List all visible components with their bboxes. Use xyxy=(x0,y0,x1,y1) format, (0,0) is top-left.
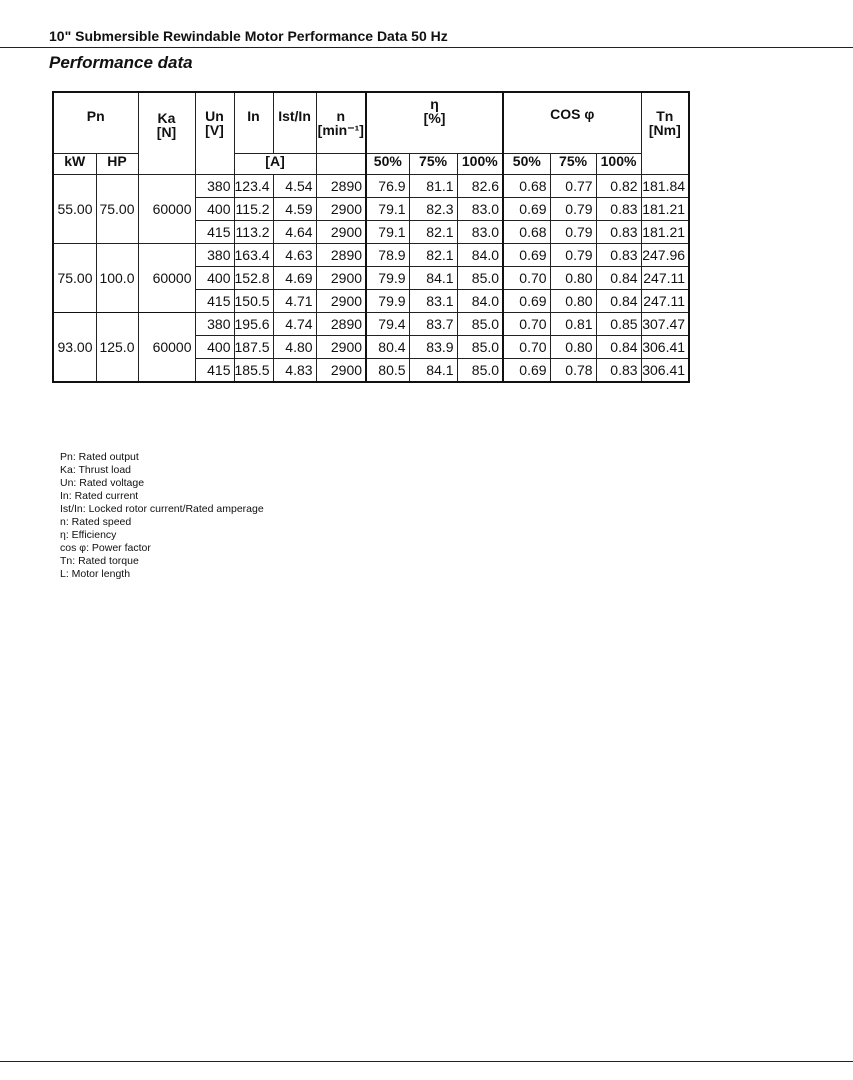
bottom-divider xyxy=(0,1061,853,1062)
cos100-cell: 0.84 xyxy=(596,267,641,290)
header-kw: kW xyxy=(53,154,96,175)
section-title: Performance data xyxy=(49,53,193,72)
legend-item: Un: Rated voltage xyxy=(60,477,145,489)
ist-cell: 4.59 xyxy=(273,198,316,221)
hp-cell: 100.0 xyxy=(96,244,138,313)
tn-cell: 306.41 xyxy=(641,359,689,383)
legend xyxy=(60,451,264,581)
un-cell: 415 xyxy=(195,221,234,244)
header-pn: Pn xyxy=(53,92,138,154)
in-cell: 150.5 xyxy=(234,290,273,313)
cos75-cell: 0.79 xyxy=(550,221,596,244)
header-n-unit: [min⁻¹] xyxy=(317,122,364,138)
eta50-cell: 76.9 xyxy=(366,175,409,198)
cos50-cell: 0.69 xyxy=(503,359,550,383)
header-hp: HP xyxy=(96,154,138,175)
tn-cell: 247.11 xyxy=(641,267,689,290)
header-ka-unit: [N] xyxy=(156,124,177,140)
eta100-cell: 84.0 xyxy=(457,290,503,313)
legend-item: cos φ: Power factor xyxy=(60,542,151,554)
header-n-label: n xyxy=(336,108,346,124)
tn-cell: 307.47 xyxy=(641,313,689,336)
legend-item: Tn: Rated torque xyxy=(60,555,139,567)
cos100-cell: 0.84 xyxy=(596,336,641,359)
eta75-cell: 82.1 xyxy=(409,244,457,267)
eta75-cell: 83.7 xyxy=(409,313,457,336)
legend-item: n: Rated speed xyxy=(60,516,132,528)
eta50-cell: 79.4 xyxy=(366,313,409,336)
kw-cell: 55.00 xyxy=(53,175,96,244)
un-cell: 380 xyxy=(195,175,234,198)
tn-cell: 247.96 xyxy=(641,244,689,267)
in-cell: 113.2 xyxy=(234,221,273,244)
cos100-cell: 0.82 xyxy=(596,175,641,198)
eta50-cell: 80.5 xyxy=(366,359,409,383)
un-cell: 415 xyxy=(195,359,234,383)
cos50-cell: 0.69 xyxy=(503,244,550,267)
legend-item: Ist/In: Locked rotor current/Rated amperage xyxy=(60,503,264,515)
top-divider xyxy=(0,47,853,48)
ist-cell: 4.71 xyxy=(273,290,316,313)
kw-cell: 93.00 xyxy=(53,313,96,383)
header-a-unit: [A] xyxy=(234,154,316,175)
in-cell: 163.4 xyxy=(234,244,273,267)
header-tn-label: Tn xyxy=(656,108,674,124)
header-eta-label: η xyxy=(430,96,439,112)
header-un-unit: [V] xyxy=(205,122,224,138)
eta100-cell: 85.0 xyxy=(457,313,503,336)
n-cell: 2890 xyxy=(316,175,366,198)
cos75-cell: 0.79 xyxy=(550,244,596,267)
eta50-cell: 79.9 xyxy=(366,267,409,290)
cos100-cell: 0.83 xyxy=(596,221,641,244)
ist-cell: 4.64 xyxy=(273,221,316,244)
eta75-cell: 81.1 xyxy=(409,175,457,198)
eta50-cell: 78.9 xyxy=(366,244,409,267)
cos50-cell: 0.70 xyxy=(503,313,550,336)
header-eta-50: 50% xyxy=(366,154,409,175)
n-cell: 2900 xyxy=(316,359,366,383)
eta75-cell: 83.9 xyxy=(409,336,457,359)
eta100-cell: 85.0 xyxy=(457,359,503,383)
tn-cell: 181.21 xyxy=(641,221,689,244)
document-title: 10" Submersible Rewindable Motor Performance Data 50 Hz xyxy=(49,28,448,44)
legend-item: In: Rated current xyxy=(60,490,139,502)
cos50-cell: 0.68 xyxy=(503,221,550,244)
header-ist-in: Ist/In xyxy=(273,92,316,154)
header-cos-75: 75% xyxy=(550,154,596,175)
cos50-cell: 0.70 xyxy=(503,267,550,290)
cos100-cell: 0.85 xyxy=(596,313,641,336)
header-eta xyxy=(366,92,503,154)
header-cos-50: 50% xyxy=(503,154,550,175)
un-cell: 380 xyxy=(195,244,234,267)
performance-table xyxy=(52,91,690,383)
n-cell: 2900 xyxy=(316,290,366,313)
in-cell: 187.5 xyxy=(234,336,273,359)
legend-item: Ka: Thrust load xyxy=(60,464,132,476)
cos75-cell: 0.80 xyxy=(550,336,596,359)
header-cos: COS φ xyxy=(503,92,641,154)
header-ka xyxy=(138,92,195,175)
legend-item: L: Motor length xyxy=(60,568,131,580)
hp-cell: 75.00 xyxy=(96,175,138,244)
eta50-cell: 79.1 xyxy=(366,221,409,244)
un-cell: 400 xyxy=(195,267,234,290)
header-un-label: Un xyxy=(205,108,224,124)
eta75-cell: 84.1 xyxy=(409,359,457,383)
eta75-cell: 84.1 xyxy=(409,267,457,290)
header-n-blank xyxy=(316,154,366,175)
n-cell: 2900 xyxy=(316,221,366,244)
n-cell: 2900 xyxy=(316,198,366,221)
cos50-cell: 0.69 xyxy=(503,198,550,221)
un-cell: 400 xyxy=(195,336,234,359)
table-row xyxy=(53,244,689,267)
cos100-cell: 0.83 xyxy=(596,198,641,221)
eta100-cell: 83.0 xyxy=(457,221,503,244)
ist-cell: 4.83 xyxy=(273,359,316,383)
kw-cell: 75.00 xyxy=(53,244,96,313)
header-un xyxy=(195,92,234,175)
header-eta-unit: [%] xyxy=(423,110,446,126)
in-cell: 195.6 xyxy=(234,313,273,336)
n-cell: 2890 xyxy=(316,313,366,336)
ist-cell: 4.74 xyxy=(273,313,316,336)
table-row xyxy=(53,175,689,198)
eta50-cell: 79.9 xyxy=(366,290,409,313)
ka-cell: 60000 xyxy=(138,244,195,313)
cos75-cell: 0.77 xyxy=(550,175,596,198)
un-cell: 415 xyxy=(195,290,234,313)
cos50-cell: 0.69 xyxy=(503,290,550,313)
header-in: In xyxy=(234,92,273,154)
eta75-cell: 82.1 xyxy=(409,221,457,244)
cos75-cell: 0.80 xyxy=(550,290,596,313)
header-tn xyxy=(641,92,689,175)
hp-cell: 125.0 xyxy=(96,313,138,383)
cos50-cell: 0.70 xyxy=(503,336,550,359)
cos100-cell: 0.83 xyxy=(596,359,641,383)
eta75-cell: 83.1 xyxy=(409,290,457,313)
cos50-cell: 0.68 xyxy=(503,175,550,198)
n-cell: 2900 xyxy=(316,267,366,290)
tn-cell: 181.21 xyxy=(641,198,689,221)
legend-item: Pn: Rated output xyxy=(60,451,139,463)
un-cell: 400 xyxy=(195,198,234,221)
ist-cell: 4.63 xyxy=(273,244,316,267)
header-eta-100: 100% xyxy=(457,154,503,175)
eta75-cell: 82.3 xyxy=(409,198,457,221)
eta100-cell: 83.0 xyxy=(457,198,503,221)
eta100-cell: 85.0 xyxy=(457,336,503,359)
table-row xyxy=(53,313,689,336)
tn-cell: 181.84 xyxy=(641,175,689,198)
ka-cell: 60000 xyxy=(138,175,195,244)
in-cell: 115.2 xyxy=(234,198,273,221)
ka-cell: 60000 xyxy=(138,313,195,383)
cos100-cell: 0.83 xyxy=(596,244,641,267)
eta100-cell: 82.6 xyxy=(457,175,503,198)
tn-cell: 247.11 xyxy=(641,290,689,313)
eta50-cell: 79.1 xyxy=(366,198,409,221)
cos75-cell: 0.80 xyxy=(550,267,596,290)
in-cell: 123.4 xyxy=(234,175,273,198)
header-tn-unit: [Nm] xyxy=(648,122,681,138)
header-cos-100: 100% xyxy=(596,154,641,175)
ist-cell: 4.80 xyxy=(273,336,316,359)
eta50-cell: 80.4 xyxy=(366,336,409,359)
eta100-cell: 84.0 xyxy=(457,244,503,267)
n-cell: 2900 xyxy=(316,336,366,359)
ist-cell: 4.69 xyxy=(273,267,316,290)
header-n xyxy=(316,92,366,154)
header-ka-label: Ka xyxy=(157,110,176,126)
eta100-cell: 85.0 xyxy=(457,267,503,290)
cos75-cell: 0.79 xyxy=(550,198,596,221)
cos75-cell: 0.78 xyxy=(550,359,596,383)
cos100-cell: 0.84 xyxy=(596,290,641,313)
tn-cell: 306.41 xyxy=(641,336,689,359)
in-cell: 152.8 xyxy=(234,267,273,290)
in-cell: 185.5 xyxy=(234,359,273,383)
n-cell: 2890 xyxy=(316,244,366,267)
header-eta-75: 75% xyxy=(409,154,457,175)
legend-item: η: Efficiency xyxy=(60,529,117,541)
un-cell: 380 xyxy=(195,313,234,336)
cos75-cell: 0.81 xyxy=(550,313,596,336)
ist-cell: 4.54 xyxy=(273,175,316,198)
